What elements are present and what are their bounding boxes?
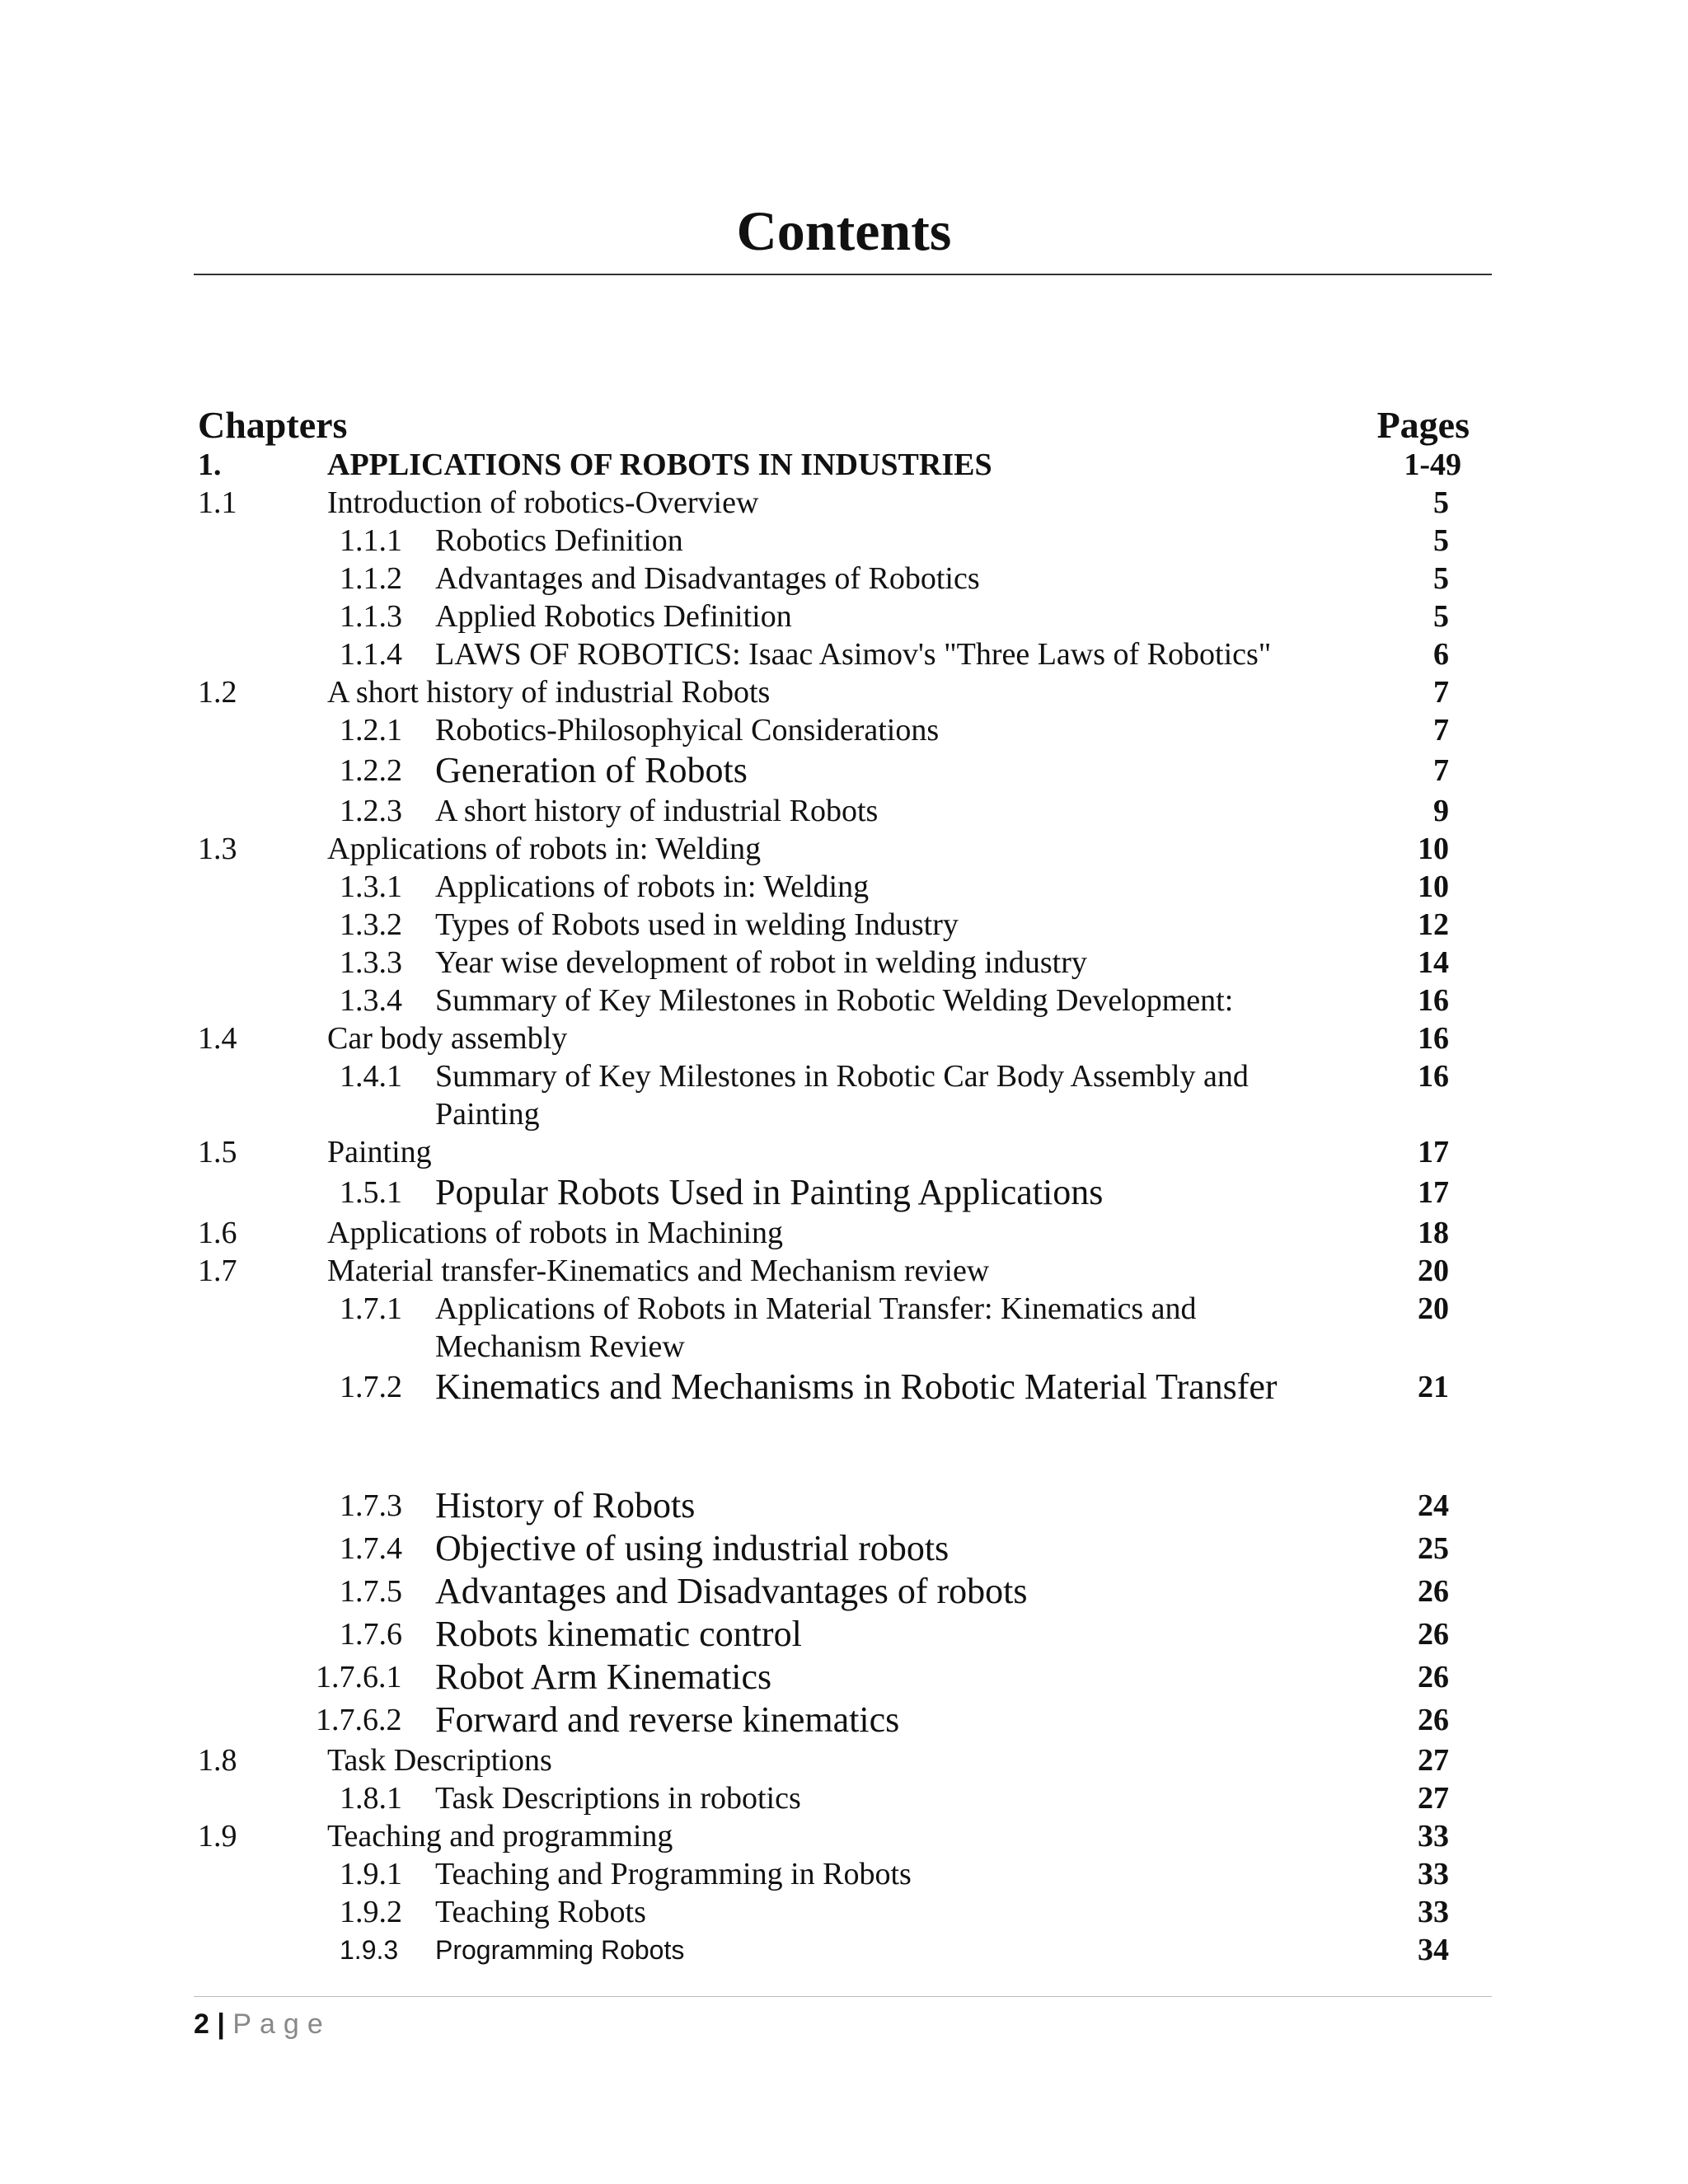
toc-entry[interactable] xyxy=(0,982,1688,1019)
entry-title: Kinematics and Mechanisms in Robotic Material Transfer xyxy=(435,1366,1278,1407)
entry-number: 1.3.4 xyxy=(340,983,402,1018)
entry-title: Year wise development of robot in welding industry xyxy=(435,945,1087,980)
page-title: Contents xyxy=(736,199,952,262)
toc-entry[interactable] xyxy=(0,1366,1688,1484)
toc-entry[interactable] xyxy=(0,1931,1688,1969)
toc-entry[interactable] xyxy=(0,1893,1688,1931)
entry-page: 33 xyxy=(1418,1819,1449,1854)
entry-number: 1.7.4 xyxy=(340,1531,402,1566)
entry-title: Popular Robots Used in Painting Applications xyxy=(435,1172,1104,1212)
entry-page: 26 xyxy=(1418,1574,1449,1609)
entry-page: 20 xyxy=(1418,1291,1449,1326)
entry-title: Forward and reverse kinematics xyxy=(435,1699,900,1740)
entry-number: 1.3.3 xyxy=(340,945,402,980)
entry-title: Applications of robots in Machining xyxy=(327,1216,784,1250)
entry-number: 1.4 xyxy=(198,1021,237,1056)
toc-entry[interactable] xyxy=(0,635,1688,673)
entry-number: 1.7.5 xyxy=(340,1574,402,1609)
entry-page: 5 xyxy=(1433,561,1449,596)
entry-page: 26 xyxy=(1418,1703,1449,1737)
toc-entry[interactable] xyxy=(0,749,1688,792)
toc-entry[interactable] xyxy=(0,1484,1688,1527)
entry-page: 34 xyxy=(1418,1933,1449,1967)
entry-number: 1.1.1 xyxy=(340,523,402,558)
toc-entry[interactable] xyxy=(0,868,1688,906)
entry-page: 12 xyxy=(1418,907,1449,942)
entry-number: 1.5 xyxy=(198,1135,237,1169)
toc-entry[interactable] xyxy=(0,1133,1688,1171)
footer-page-number: 2 xyxy=(194,2008,209,2040)
page-footer xyxy=(194,2005,331,2043)
toc-entry[interactable] xyxy=(0,1779,1688,1817)
toc-entry[interactable] xyxy=(0,1171,1688,1214)
toc-entry[interactable] xyxy=(0,1057,1688,1133)
toc-entry[interactable] xyxy=(0,598,1688,635)
entry-number: 1.1 xyxy=(198,485,237,520)
entry-page: 16 xyxy=(1418,983,1449,1018)
toc-entry[interactable] xyxy=(0,1741,1688,1779)
toc-entry[interactable] xyxy=(0,1855,1688,1893)
entry-number: 1.3.2 xyxy=(340,907,402,942)
entry-number: 1.7 xyxy=(198,1254,237,1288)
entry-number: 1.7.6.2 xyxy=(316,1703,402,1737)
entry-page: 7 xyxy=(1433,675,1449,710)
entry-title: A short history of industrial Robots xyxy=(327,675,771,710)
toc-entry[interactable] xyxy=(0,1252,1688,1290)
entry-title: Material transfer-Kinematics and Mechanism review xyxy=(327,1254,990,1288)
entry-title: Robotics Definition xyxy=(435,523,683,558)
entry-title: Applications of robots in: Welding xyxy=(327,832,762,866)
footer-divider xyxy=(194,1996,1492,1997)
entry-page: 20 xyxy=(1418,1254,1449,1288)
entry-title: Applied Robotics Definition xyxy=(435,599,792,634)
entry-number: 1.8.1 xyxy=(340,1781,402,1816)
entry-page: 10 xyxy=(1418,869,1449,904)
entry-page: 17 xyxy=(1418,1175,1449,1210)
entry-number: 1.2.3 xyxy=(340,794,402,828)
entry-page: 33 xyxy=(1418,1857,1449,1891)
entry-title: Objective of using industrial robots xyxy=(435,1528,950,1568)
entry-title: Teaching and programming xyxy=(327,1819,673,1854)
chapters-header: Chapters xyxy=(198,404,348,446)
title-divider xyxy=(194,274,1492,275)
entry-number: 1.1.2 xyxy=(340,561,402,596)
entry-title: Types of Robots used in welding Industry xyxy=(435,907,959,942)
entry-number: 1.1.4 xyxy=(340,637,402,672)
entry-number: 1.3 xyxy=(198,832,237,866)
toc-entry[interactable] xyxy=(0,673,1688,711)
toc-entry[interactable] xyxy=(0,1019,1688,1057)
entry-page: 14 xyxy=(1418,945,1449,980)
entry-title: APPLICATIONS OF ROBOTS IN INDUSTRIES xyxy=(327,448,992,482)
entry-page: 6 xyxy=(1433,637,1449,672)
entry-page: 18 xyxy=(1418,1216,1449,1250)
entry-number: 1.7.1 xyxy=(340,1291,402,1326)
entry-number: 1.8 xyxy=(198,1743,237,1778)
entry-page: 7 xyxy=(1433,713,1449,748)
toc-entry[interactable] xyxy=(0,944,1688,982)
entry-title: Applications of robots in: Welding xyxy=(435,869,870,904)
entry-number: 1.7.2 xyxy=(340,1370,402,1404)
entry-number: 1.2.1 xyxy=(340,713,402,748)
toc-list xyxy=(0,446,1688,1969)
toc-entry[interactable] xyxy=(0,906,1688,944)
entry-page: 26 xyxy=(1418,1660,1449,1694)
entry-title: LAWS OF ROBOTICS: Isaac Asimov's "Three Laws of Robotics" xyxy=(435,637,1272,672)
entry-page: 10 xyxy=(1418,832,1449,866)
entry-page: 27 xyxy=(1418,1781,1449,1816)
entry-title: Programming Robots xyxy=(435,1935,685,1965)
entry-number: 1.7.6.1 xyxy=(316,1660,402,1694)
entry-page: 26 xyxy=(1418,1617,1449,1652)
entry-number: 1.2 xyxy=(198,675,237,710)
toc-entry[interactable] xyxy=(0,560,1688,598)
entry-title: Robots kinematic control xyxy=(435,1614,802,1654)
entry-title: Robot Arm Kinematics xyxy=(435,1657,772,1697)
toc-entry[interactable] xyxy=(0,1214,1688,1252)
entry-page: 27 xyxy=(1418,1743,1449,1778)
entry-title: History of Robots xyxy=(435,1485,696,1526)
entry-page: 5 xyxy=(1433,523,1449,558)
footer-separator: | xyxy=(217,2008,225,2040)
toc-entry[interactable] xyxy=(0,792,1688,830)
toc-entry[interactable] xyxy=(0,1817,1688,1855)
entry-title: Task Descriptions xyxy=(327,1743,552,1778)
entry-page: 16 xyxy=(1418,1059,1449,1094)
entry-number: 1.9.2 xyxy=(340,1895,402,1929)
entry-page: 5 xyxy=(1433,485,1449,520)
entry-title: Summary of Key Milestones in Robotic Car Body Assembly and Painting xyxy=(435,1059,1249,1132)
entry-number: 1.4.1 xyxy=(340,1059,402,1094)
toc-entry[interactable] xyxy=(0,446,1688,484)
entry-number: 1.9.1 xyxy=(340,1857,402,1891)
entry-page: 21 xyxy=(1418,1370,1449,1404)
entry-number: 1.5.1 xyxy=(340,1175,402,1210)
toc-entry[interactable] xyxy=(0,1527,1688,1570)
entry-title: Teaching Robots xyxy=(435,1895,646,1929)
toc-entry[interactable] xyxy=(0,484,1688,522)
entry-page: 9 xyxy=(1433,794,1449,828)
entry-title: Introduction of robotics-Overview xyxy=(327,485,759,520)
entry-title: Painting xyxy=(327,1135,432,1169)
toc-entry[interactable] xyxy=(0,711,1688,749)
entry-number: 1.7.3 xyxy=(340,1488,402,1523)
entry-page: 5 xyxy=(1433,599,1449,634)
entry-title: Summary of Key Milestones in Robotic Welding Development: xyxy=(435,983,1234,1018)
entry-title: Robotics-Philosophyical Considerations xyxy=(435,713,940,748)
entry-number: 1.2.2 xyxy=(340,753,402,788)
toc-entry[interactable] xyxy=(0,1613,1688,1656)
entry-number: 1.6 xyxy=(198,1216,237,1250)
entry-title: Generation of Robots xyxy=(435,750,748,790)
toc-entry[interactable] xyxy=(0,522,1688,560)
entry-title: Car body assembly xyxy=(327,1021,568,1056)
entry-number: 1.1.3 xyxy=(340,599,402,634)
entry-title: Task Descriptions in robotics xyxy=(435,1781,801,1816)
toc-entry[interactable] xyxy=(0,830,1688,868)
entry-page: 7 xyxy=(1433,753,1449,788)
entry-page: 24 xyxy=(1418,1488,1449,1523)
entry-title: A short history of industrial Robots xyxy=(435,794,879,828)
entry-number: 1.9.3 xyxy=(340,1935,399,1965)
entry-title: Advantages and Disadvantages of robots xyxy=(435,1571,1028,1611)
entry-page: 33 xyxy=(1418,1895,1449,1929)
entry-page: 25 xyxy=(1418,1531,1449,1566)
entry-page: 17 xyxy=(1418,1135,1449,1169)
entry-number: 1. xyxy=(198,448,222,482)
entry-title: Advantages and Disadvantages of Robotics xyxy=(435,561,980,596)
entry-page: 1-49 xyxy=(1404,448,1461,482)
pages-header: Pages xyxy=(1376,404,1470,446)
toc-entry[interactable] xyxy=(0,1699,1688,1741)
toc-entry[interactable] xyxy=(0,1570,1688,1613)
entry-number: 1.3.1 xyxy=(340,869,402,904)
toc-entry[interactable] xyxy=(0,1290,1688,1366)
entry-title: Teaching and Programming in Robots xyxy=(435,1857,912,1891)
entry-page: 16 xyxy=(1418,1021,1449,1056)
entry-number: 1.7.6 xyxy=(340,1617,402,1652)
entry-title: Applications of Robots in Material Transfer: Kinematics and Mechanism Review xyxy=(435,1291,1197,1364)
footer-page-label: Page xyxy=(232,2008,331,2040)
entry-number: 1.9 xyxy=(198,1819,237,1854)
toc-entry[interactable] xyxy=(0,1656,1688,1699)
